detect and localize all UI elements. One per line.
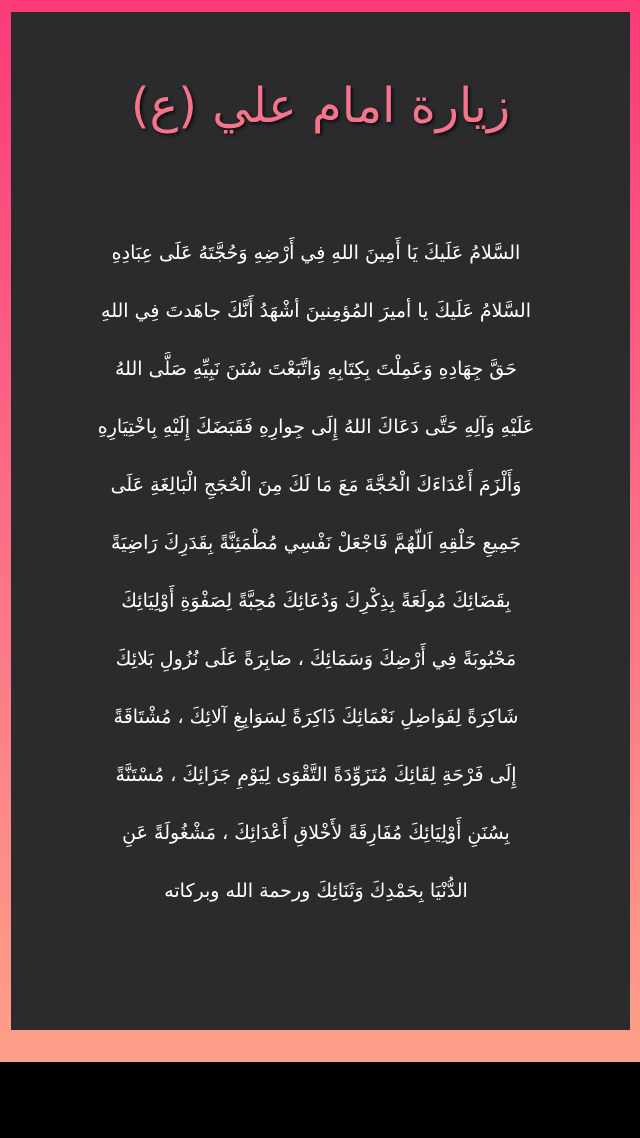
prayer-text — [66, 224, 566, 920]
prayer-line: جَمِيعِ خَلْقِهِ اَللّهُمَّ فَاجْعَلْ نَفْسِي مُطْمَئِنَّةً بِقَدَرِكَ رَاضِيَةً — [111, 532, 521, 554]
bottom-black-bar — [0, 1062, 640, 1138]
prayer-line: عَلَيْهِ وَآلِهِ حَتَّى دَعَاكَ اللهُ إِلَى جِوارِهِ فَقَبَضَكَ إِلَيْهِ بِاخْتِيَارِهِ — [97, 416, 535, 438]
prayer-line: حَقَّ جِهَادِهِ وَعَمِلْتَ بِكِتَابِهِ وَاتَّبَعْتَ سُنَنَ نَبِيِّهِ صَلَّى اللهُ — [115, 358, 517, 380]
prayer-line: بِقَضَائِكَ مُولَعَةً بِذِكْرِكَ وَدُعَائِكَ مُحِبَّةً لِصَفْوَةِ أَوْلِيَائِكَ — [121, 590, 511, 612]
prayer-line: الدُّنْيَا بِحَمْدِكَ وَثَنَائِكَ ورحمة الله وبركاته — [164, 880, 468, 902]
prayer-line: بِسُنَنِ أَوْلِيَائِكَ مُفَارِقَةً لأَخْلاقِ أَعْدَائِكَ ، مَشْغُولَةً عَنِ — [122, 822, 510, 844]
content-card — [11, 12, 630, 1030]
prayer-line: السَّلامُ عَلَيكَ يا أميرَ المُؤمِنينَ أشْهَدُ أَنَّكَ جاهَدتَ فِي اللهِ — [101, 300, 531, 322]
prayer-line: إِلَى فَرْحَةِ لِقَائِكَ مُتَزَوِّدَةً التَّقْوَى لِيَوْمِ جَزَائِكَ ، مُسْتَنَّةً — [115, 764, 517, 786]
prayer-line: شَاكِرَةً لِفَوَاضِلِ نَعْمَائِكَ ذَاكِرَةً لِسَوَابِغِ آلائِكَ ، مُشْتَاقَةً — [113, 706, 519, 728]
prayer-line: مَحْبُوبَةً فِي أَرْضِكَ وَسَمَائِكَ ، صَابِرَةً عَلَى نُزُولِ بَلائِكَ — [115, 648, 517, 670]
prayer-line: وَأَلْزَمَ أَعْدَاءَكَ الْحُجَّةَ مَعَ مَا لَكَ مِنَ الْحُجَجِ الْبَالِغَةِ عَلَى — [110, 474, 522, 496]
page-title: زيارة امام علي (ع) — [130, 78, 511, 134]
prayer-line: السَّلامُ عَلَيكَ يَا أَمِينَ اللهِ فِي أَرْضِهِ وَحُجَّتَهُ عَلَى عِبَادِهِ — [111, 242, 521, 264]
